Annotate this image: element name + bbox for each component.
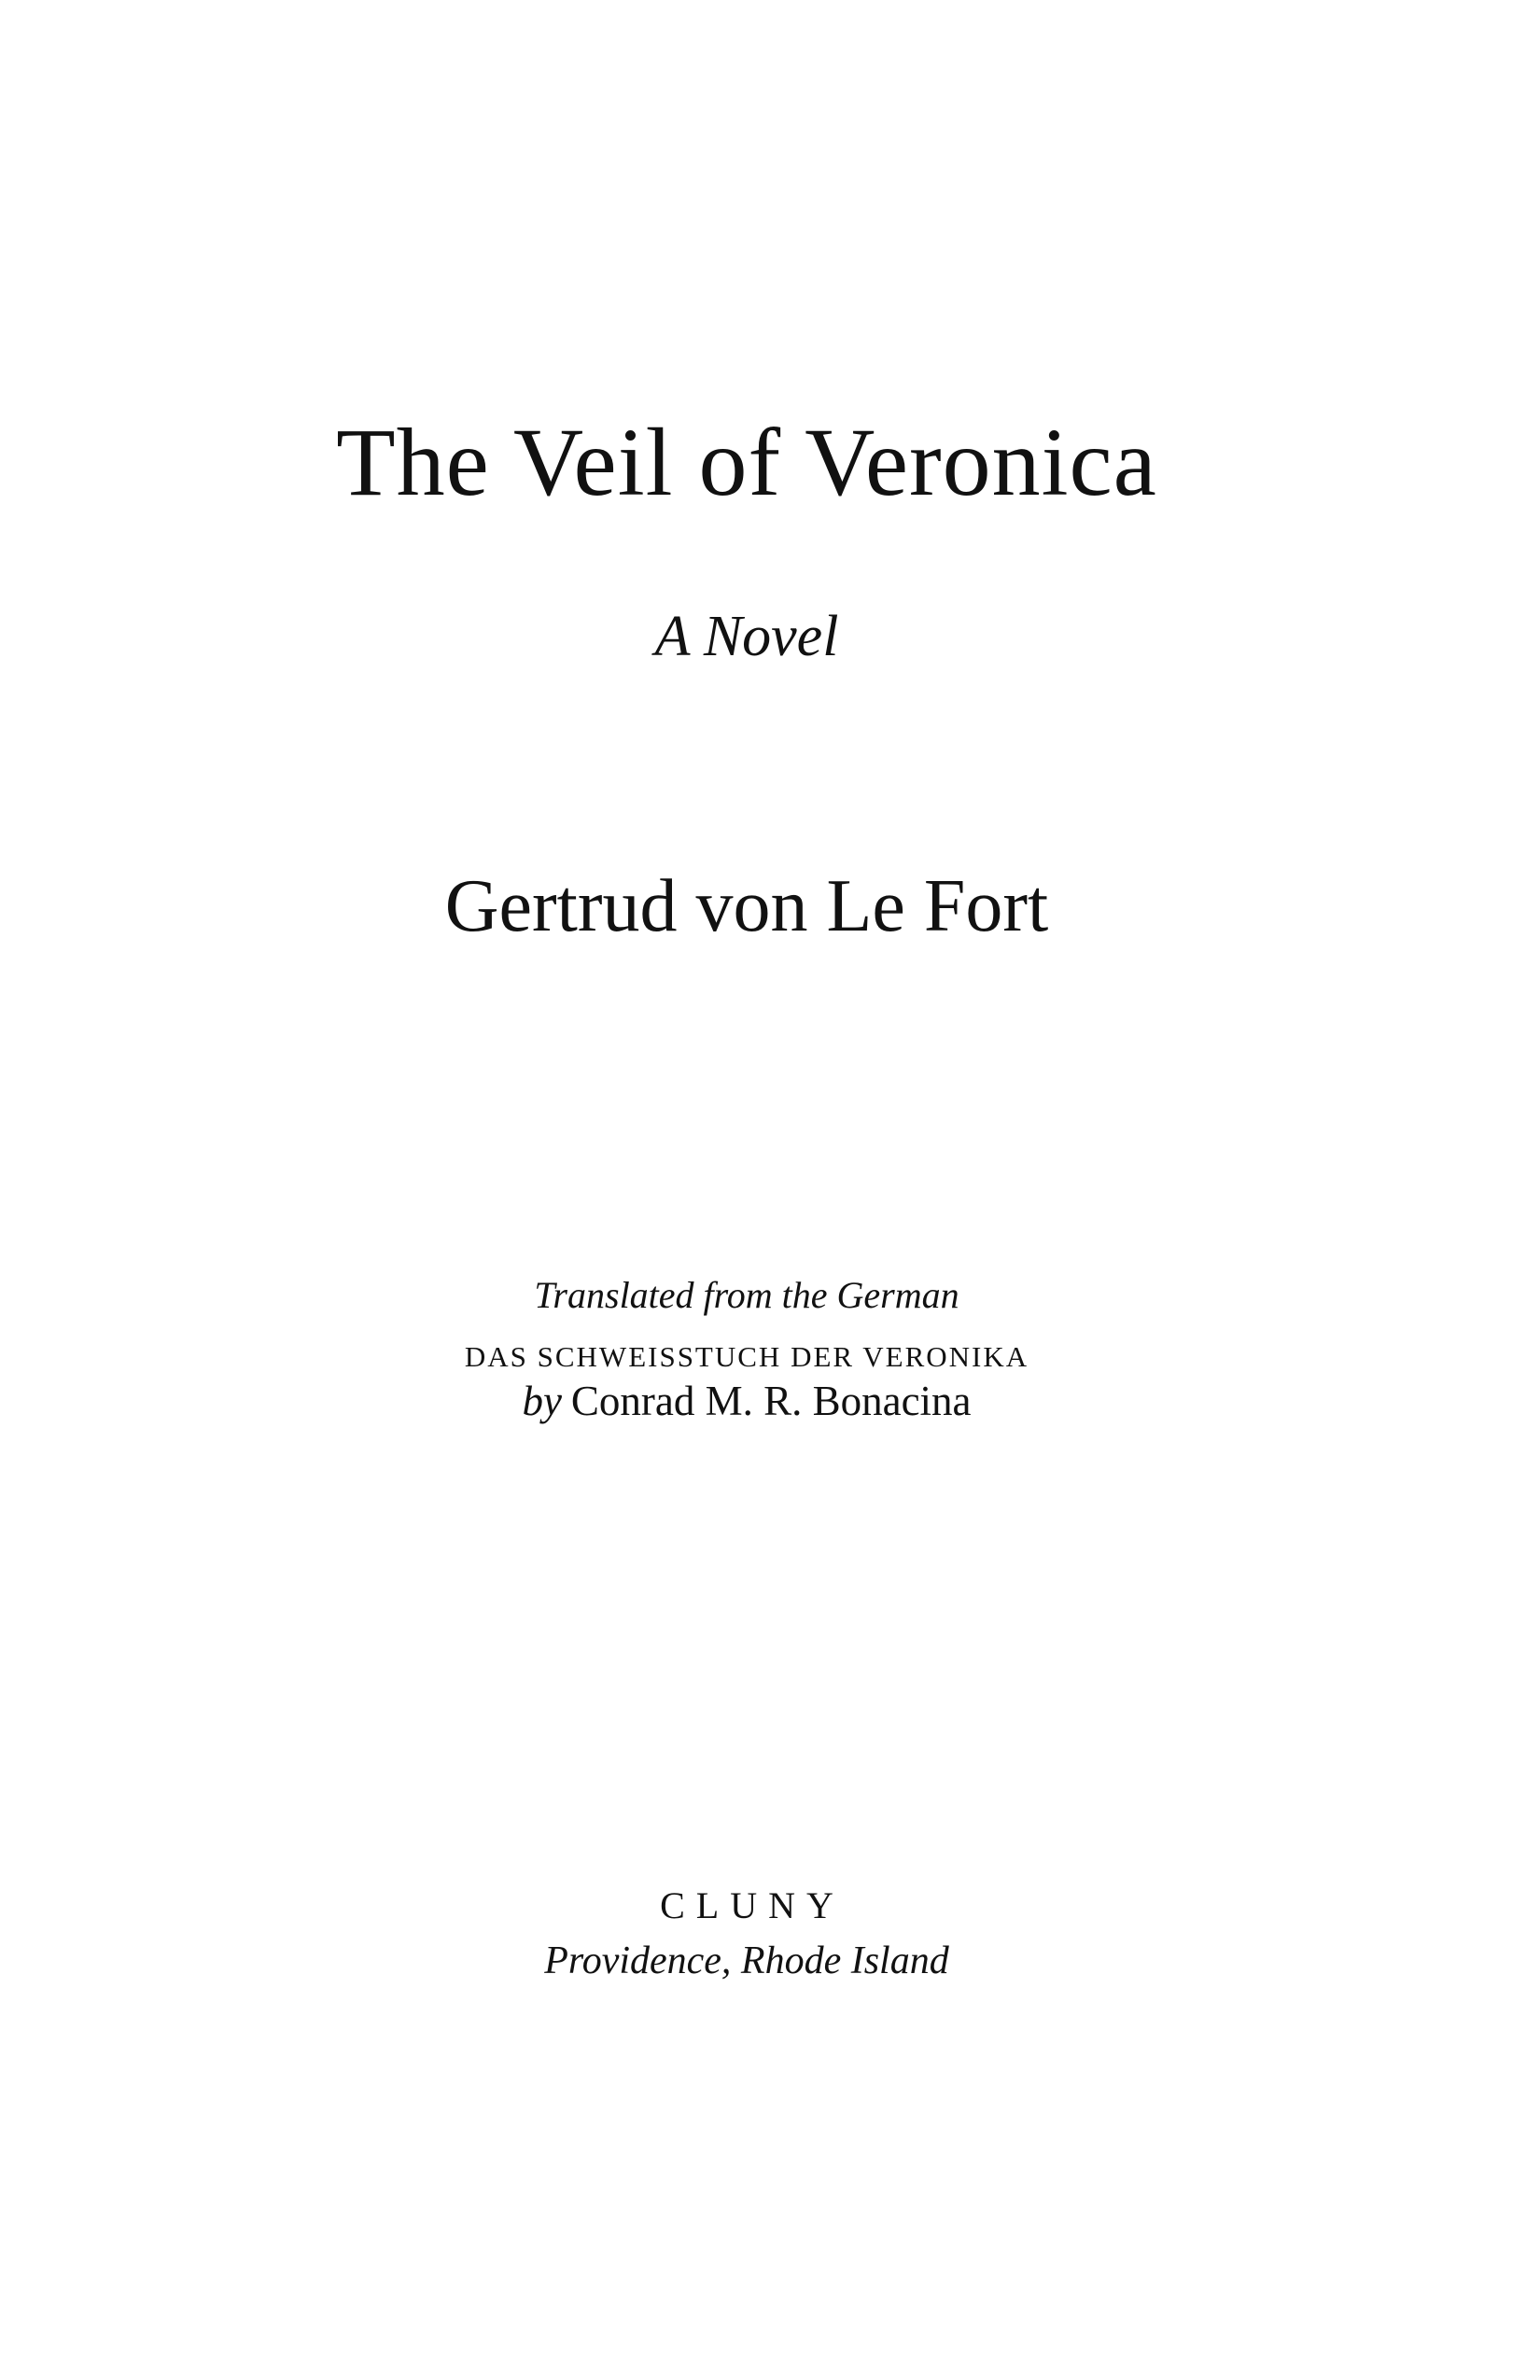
publisher-name: CLUNY (660, 1884, 845, 1926)
translator-name: Conrad M. R. Bonacina (570, 1378, 972, 1424)
book-subtitle: A Novel (654, 605, 839, 668)
translation-note: Translated from the German (534, 1274, 959, 1316)
book-author: Gertrud von Le Fort (444, 865, 1049, 947)
book-title: The Veil of Veronica (336, 409, 1157, 516)
translator-line (0, 1380, 1493, 1422)
publisher-location: Providence, Rhode Island (544, 1939, 949, 1982)
original-german-title: DAS SCHWEISSTUCH DER VERONIKA (464, 1340, 1029, 1373)
by-word: by (522, 1378, 562, 1424)
